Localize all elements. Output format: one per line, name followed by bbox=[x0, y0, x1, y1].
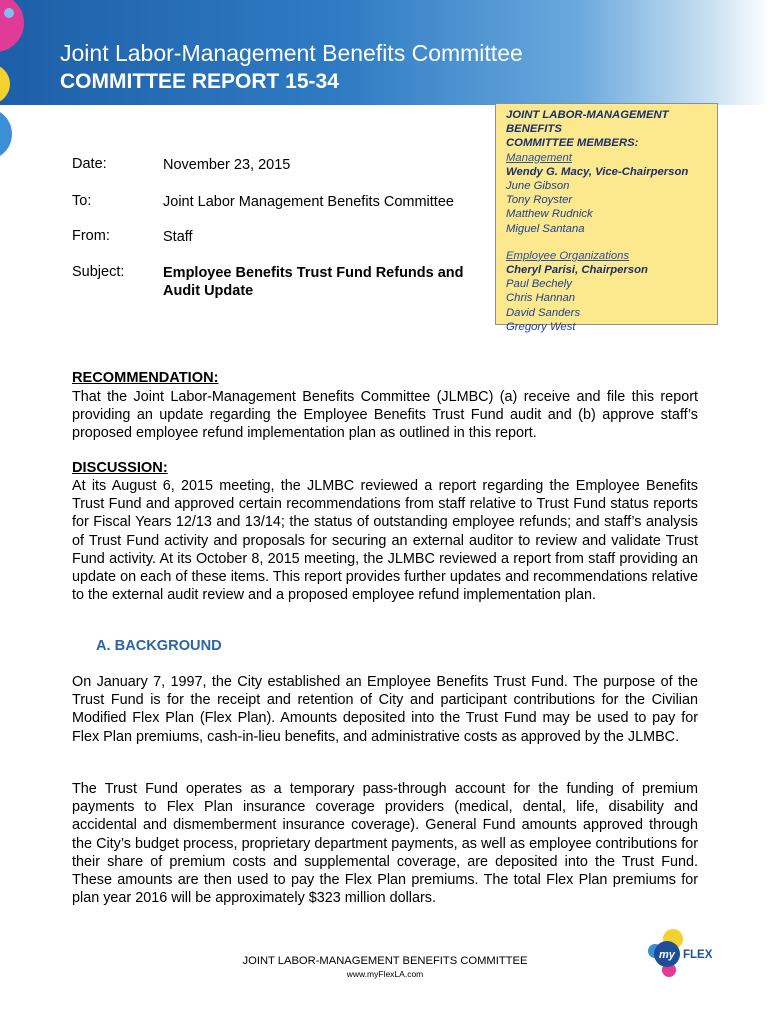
committee-title: Joint Labor-Management Benefits Committee bbox=[60, 40, 523, 66]
members-heading-2: COMMITTEE MEMBERS: bbox=[506, 137, 639, 150]
background-paragraph-1: On January 7, 1997, the City established an Employee Benefits Trust Fund. The purpose of the Trust Fund is for the receipt and retention of City and participant contributions for the Civilian Modified Flex Plan (Flex Plan). Amounts deposited into the Trust Fund may be used to pay for Flex Plan premiums, cash-in-lieu benefits, and administrative costs as approved by the JLMBC. bbox=[72, 674, 698, 745]
discussion-heading: DISCUSSION: bbox=[72, 460, 168, 476]
from-value: Staff bbox=[163, 229, 193, 245]
employee-orgs-chair: Cheryl Parisi, Chairperson bbox=[506, 264, 648, 277]
management-label: Management bbox=[506, 151, 572, 164]
decorative-circle-yellow bbox=[0, 64, 10, 104]
members-heading: JOINT LABOR-MANAGEMENT BENEFITS bbox=[506, 109, 669, 136]
background-paragraph-2: The Trust Fund operates as a temporary pass-through account for the funding of premium payments to Flex Plan insurance coverage providers (medical, dental, life, disability and accidental and dismemberment insurance coverage). General Fund amounts approved through the City’s budget process, proprietary department payments, as well as employee contributions for their share of premium costs and supplemental coverage, are deposited into the Trust Fund. These amounts are then used to pay the Flex Plan premiums. The total Flex Plan premiums for plan year 2016 will be approximately $323 million dollars. bbox=[72, 781, 698, 907]
header-banner bbox=[0, 0, 770, 105]
decorative-circle-pink bbox=[0, 0, 24, 52]
member-name: Gregory West bbox=[506, 320, 576, 333]
from-label: From: bbox=[72, 228, 110, 244]
to-value: Joint Labor Management Benefits Committee bbox=[163, 194, 454, 210]
logo-text-my: my bbox=[659, 949, 675, 961]
employee-orgs-label: Employee Organizations bbox=[506, 249, 630, 262]
footer-org-name: JOINT LABOR-MANAGEMENT BENEFITS COMMITTEE bbox=[242, 955, 528, 967]
decorative-dot bbox=[4, 8, 14, 18]
member-name: June Gibson bbox=[506, 180, 570, 193]
subject-value: Employee Benefits Trust Fund Refunds and bbox=[163, 265, 464, 281]
logo-text-flex: FLEX bbox=[683, 949, 713, 961]
member-name: Paul Bechely bbox=[506, 278, 572, 291]
subject-value-2: Audit Update bbox=[163, 283, 254, 299]
discussion-text: At its August 6, 2015 meeting, the JLMBC reviewed a report regarding the Employee Benefits Trust Fund and approved certain recommendations from staff relative to Trust Fund status reports for Fiscal Years 12/13 and 13/14; the status of outstanding employee refunds; and staff’s analysis of Trust Fund activity and proposals for securing an external auditor to review and validate Trust Fund activity. At its October 8, 2015 meeting, the JLMBC reviewed a report from staff providing an update on each of these items. This report provides further updates and recommendations relative to the external audit review and a proposed employee refund implementation plan. bbox=[72, 478, 698, 604]
member-name: Tony Royster bbox=[506, 194, 573, 207]
committee-members-box bbox=[495, 103, 718, 333]
date-value: November 23, 2015 bbox=[163, 157, 291, 173]
decorative-circle-blue bbox=[0, 108, 12, 160]
member-name: David Sanders bbox=[506, 306, 581, 319]
recommendation-heading: RECOMMENDATION: bbox=[72, 370, 219, 386]
management-chair: Wendy G. Macy, Vice-Chairperson bbox=[506, 165, 689, 178]
myflex-logo bbox=[646, 922, 726, 982]
background-heading: A. BACKGROUND bbox=[96, 638, 222, 654]
to-label: To: bbox=[72, 193, 92, 209]
member-name: Matthew Rudnick bbox=[506, 208, 593, 221]
subject-label: Subject: bbox=[72, 264, 125, 280]
date-label: Date: bbox=[72, 156, 107, 172]
recommendation-text: That the Joint Labor-Management Benefits Committee (JLMBC) (a) receive and file this report providing an update regarding the Employee Benefits Trust Fund audit and (b) approve staff’s proposed employee refund implementation plan as outlined in this report. bbox=[72, 389, 698, 442]
member-name: Miguel Santana bbox=[506, 222, 585, 235]
footer-url[interactable]: www.myFlexLA.com bbox=[346, 969, 424, 979]
report-number: COMMITTEE REPORT 15-34 bbox=[60, 70, 339, 93]
member-name: Chris Hannan bbox=[506, 292, 576, 305]
